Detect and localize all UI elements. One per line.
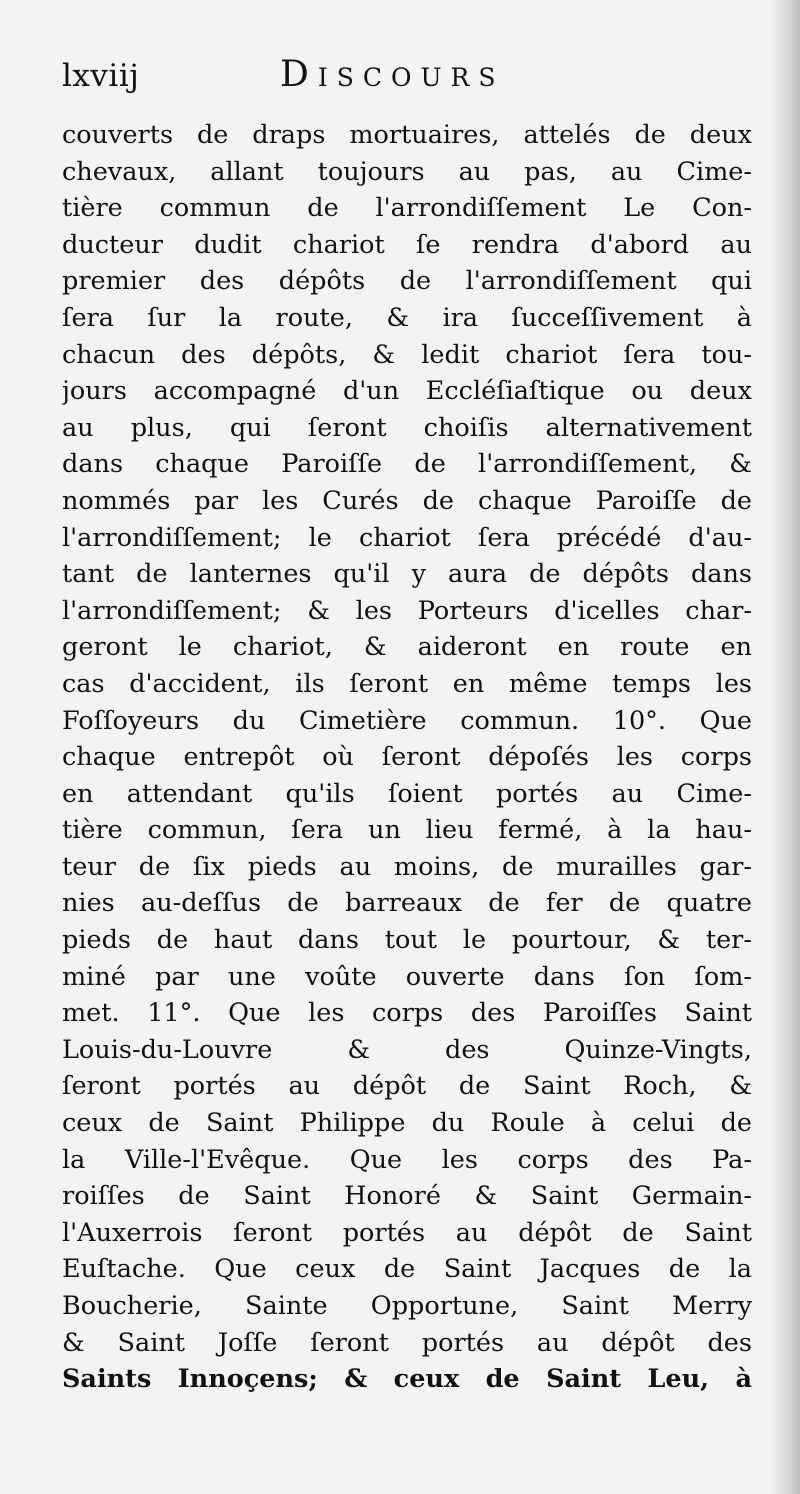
text-line: & Saint Joſſe ſeront portés au dépôt des (62, 1327, 752, 1358)
text-line: dans chaque Paroiſſe de l'arrondiſſement, & (62, 449, 752, 480)
text-line: met. 11°. Que les corps des Paroiſſes Saint (62, 998, 752, 1029)
text-line: teur de ſix pieds au moins, de murailles gar- (62, 851, 752, 882)
text-line: ſeront portés au dépôt de Saint Roch, & (62, 1071, 752, 1102)
text-line: chacun des dépôts, & ledit chariot ſera tou- (62, 339, 752, 370)
text-line: ſera ſur la route, & ira ſucceſſivement à (62, 302, 752, 333)
text-line: miné par une voûte ouverte dans ſon ſom- (62, 961, 752, 992)
text-line: cas d'accident, ils ſeront en même temps les (62, 668, 752, 699)
running-title: Discours (280, 54, 505, 95)
text-line: couverts de draps mortuaires, attelés de deux (62, 120, 752, 150)
page-edge-shadow (770, 0, 800, 1494)
page-number: lxviij (62, 58, 140, 94)
text-line: Saints Innoçens; & ceux de Saint Leu, à (62, 1364, 752, 1395)
text-line: premier des dépôts de l'arrondiſſement qui (62, 266, 752, 297)
text-line: roiſſes de Saint Honoré & Saint Germain- (62, 1181, 752, 1212)
text-line: tant de lanternes qu'il y aura de dépôts dans (62, 559, 752, 590)
text-line: Boucherie, Sainte Opportune, Saint Merry (62, 1291, 752, 1321)
text-line: nies au-deſſus de barreaux de fer de quatre (62, 888, 752, 919)
text-line: jours accompagné d'un Eccléſiaſtique ou deux (62, 376, 752, 407)
page-header (62, 50, 762, 110)
body-text (62, 117, 752, 1398)
text-line: Louis-du-Louvre & des Quinze-Vingts, (62, 1034, 752, 1065)
text-line: pieds de haut dans tout le pourtour, & ter- (62, 925, 752, 956)
text-line: l'arrondiſſement; le chariot ſera précédé d'au- (62, 522, 752, 553)
text-line: l'arrondiſſement; & les Porteurs d'icelles char- (62, 595, 752, 626)
text-line: chevaux, allant toujours au pas, au Cime- (62, 156, 752, 187)
text-line: ceux de Saint Philippe du Roule à celui de (62, 1108, 752, 1139)
text-line: au plus, qui ſeront choiſis alternativement (62, 412, 752, 443)
text-line: Foſſoyeurs du Cimetière commun. 10°. Que (62, 705, 752, 736)
text-line: chaque entrepôt où ſeront dépoſés les corps (62, 742, 752, 773)
text-line: la Ville-l'Evêque. Que les corps des Pa- (62, 1144, 752, 1175)
text-line: ducteur dudit chariot ſe rendra d'abord au (62, 229, 752, 260)
text-line: Euſtache. Que ceux de Saint Jacques de la (62, 1254, 752, 1285)
text-line: en attendant qu'ils ſoient portés au Cime- (62, 778, 752, 809)
text-line: tière commun de l'arrondiſſement Le Con- (62, 193, 752, 224)
text-line: tière commun, ſera un lieu fermé, à la hau- (62, 815, 752, 846)
text-line: nommés par les Curés de chaque Paroiſſe de (62, 485, 752, 516)
text-line: geront le chariot, & aideront en route en (62, 632, 752, 663)
text-line: l'Auxerrois ſeront portés au dépôt de Saint (62, 1217, 752, 1248)
